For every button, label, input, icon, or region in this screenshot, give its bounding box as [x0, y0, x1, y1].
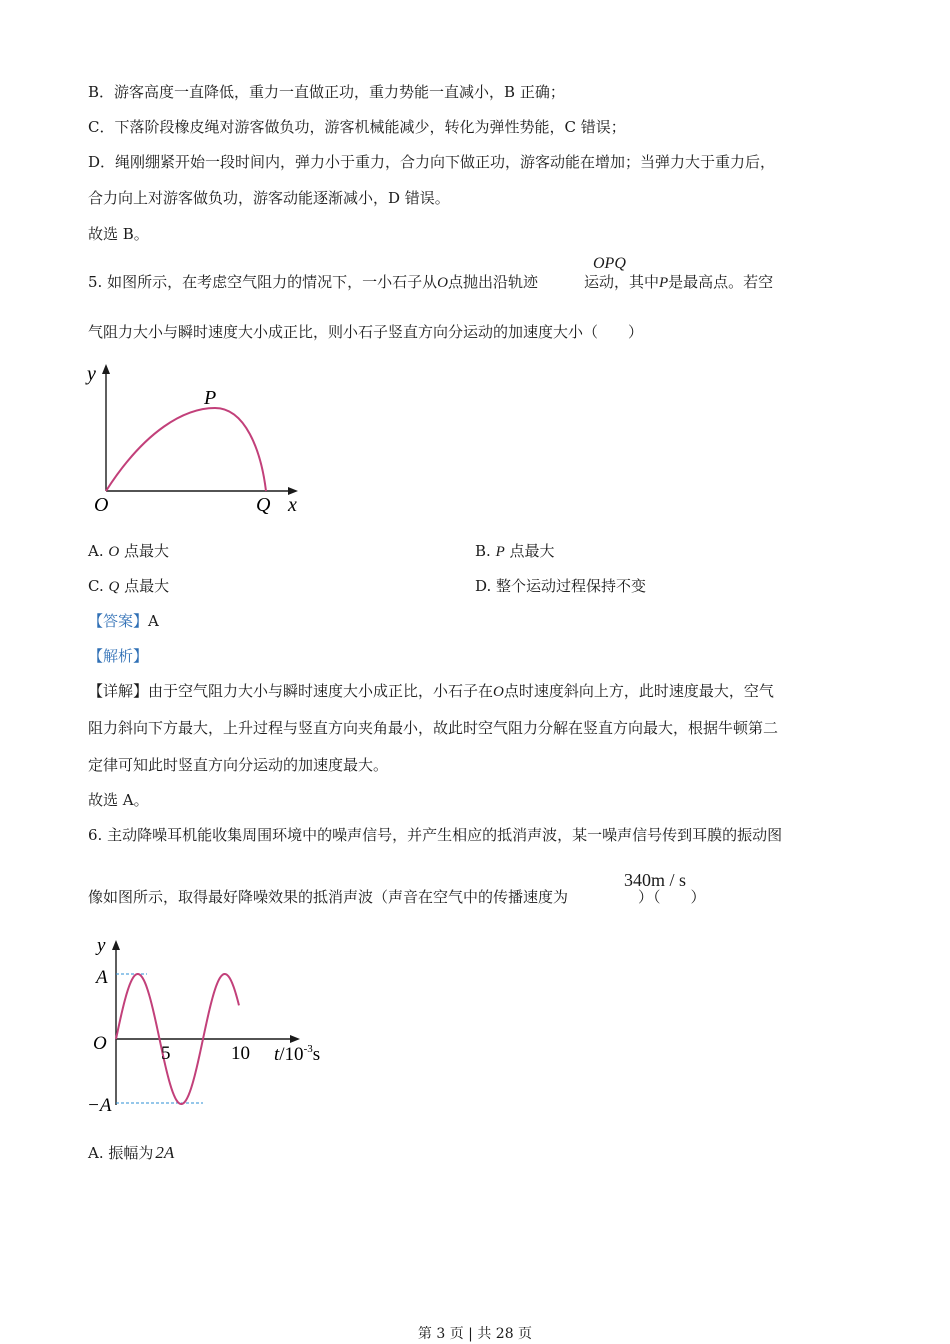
q6-negative-amplitude-label: −A	[87, 1095, 112, 1116]
q5-stem-line-2: 气阻力大小与瞬时速度大小成正比，则小石子竖直方向分运动的加速度大小（ ）	[88, 323, 644, 341]
q4-choose: 故选 B。	[88, 225, 149, 243]
q5-peak-label: P	[204, 387, 217, 409]
q4-option-d-analysis-2: 合力向上对游客做负功，游客动能逐渐减小，D 错误。	[88, 189, 450, 207]
q6-amplitude-label: A	[96, 967, 108, 988]
q5-option-d: D. 整个运动过程保持不变	[475, 577, 647, 595]
q6-stem-line-1: 6. 主动降噪耳机能收集周围环境中的噪声信号，并产生相应的抵消声波，某一噪声信号传到耳膜的振动图	[88, 826, 783, 844]
q5-option-c: C. Q 点最大	[88, 577, 170, 595]
q6-option-a: A. 振幅为 2A	[88, 1143, 175, 1162]
q4-option-d-analysis-1: D．绳刚绷紧开始一段时间内，弹力小于重力，合力向下做正功，游客动能在增加；当弹力大于重力后，	[88, 153, 776, 171]
q5-analysis-tag: 【解析】	[88, 647, 149, 665]
q5-y-label: y	[87, 363, 96, 385]
q5-trajectory-curve	[106, 408, 266, 491]
q4-option-c-analysis: C．下落阶段橡皮绳对游客做负功，游客机械能减少，转化为弹性势能，C 错误；	[88, 118, 626, 136]
q6-stem-line-2: 像如图所示，取得最好降噪效果的抵消声波（声音在空气中的传播速度为 ）（ ）	[88, 888, 706, 906]
q6-tick-5: 5	[161, 1043, 171, 1064]
q5-option-b: B. P 点最大	[475, 542, 555, 560]
q6-y-label: y	[97, 935, 106, 956]
q5-end-label: Q	[256, 494, 271, 516]
q5-detail-line-2: 阻力斜向下方最大，上升过程与竖直方向夹角最小，故此时空气阻力分解在竖直方向最大，根据牛顿第二	[88, 719, 779, 737]
page-footer: 第 3 页 | 共 28 页	[417, 1326, 533, 1342]
q5-y-arrow	[102, 364, 110, 374]
q5-trajectory-figure	[85, 360, 315, 520]
q5-option-a: A. O 点最大	[88, 542, 169, 560]
q6-y-arrow	[112, 940, 120, 950]
q5-detail-line-1: 【详解】由于空气阻力大小与瞬时速度大小成正比，小石子在O点时速度斜向上方，此时速度最大，空气	[88, 682, 774, 700]
q6-origin-label: O	[93, 1033, 107, 1054]
q5-origin-label: O	[94, 494, 109, 516]
q6-t-axis-label: $t/10^{-3}s$	[274, 1043, 321, 1065]
q5-stem-math-opq: OPQ	[593, 255, 626, 272]
q6-stem-math-speed: 340m / s	[624, 870, 687, 890]
q5-choose: 故选 A。	[88, 791, 149, 809]
q5-detail-line-3: 定律可知此时竖直方向分运动的加速度最大。	[88, 756, 389, 774]
q4-option-b-analysis: B．游客高度一直降低，重力一直做正功，重力势能一直减小，B 正确；	[88, 83, 565, 101]
q5-x-label: x	[288, 494, 297, 516]
q5-answer: 【答案】A	[88, 612, 159, 630]
q5-stem-line-1: 5. 如图所示，在考虑空气阻力的情况下，一小石子从O点抛出沿轨迹 运动，其中P是最高点。若空	[88, 273, 774, 291]
q6-tick-10: 10	[231, 1043, 250, 1064]
q6-t-arrow	[290, 1035, 300, 1043]
q6-vibration-figure	[85, 935, 335, 1120]
